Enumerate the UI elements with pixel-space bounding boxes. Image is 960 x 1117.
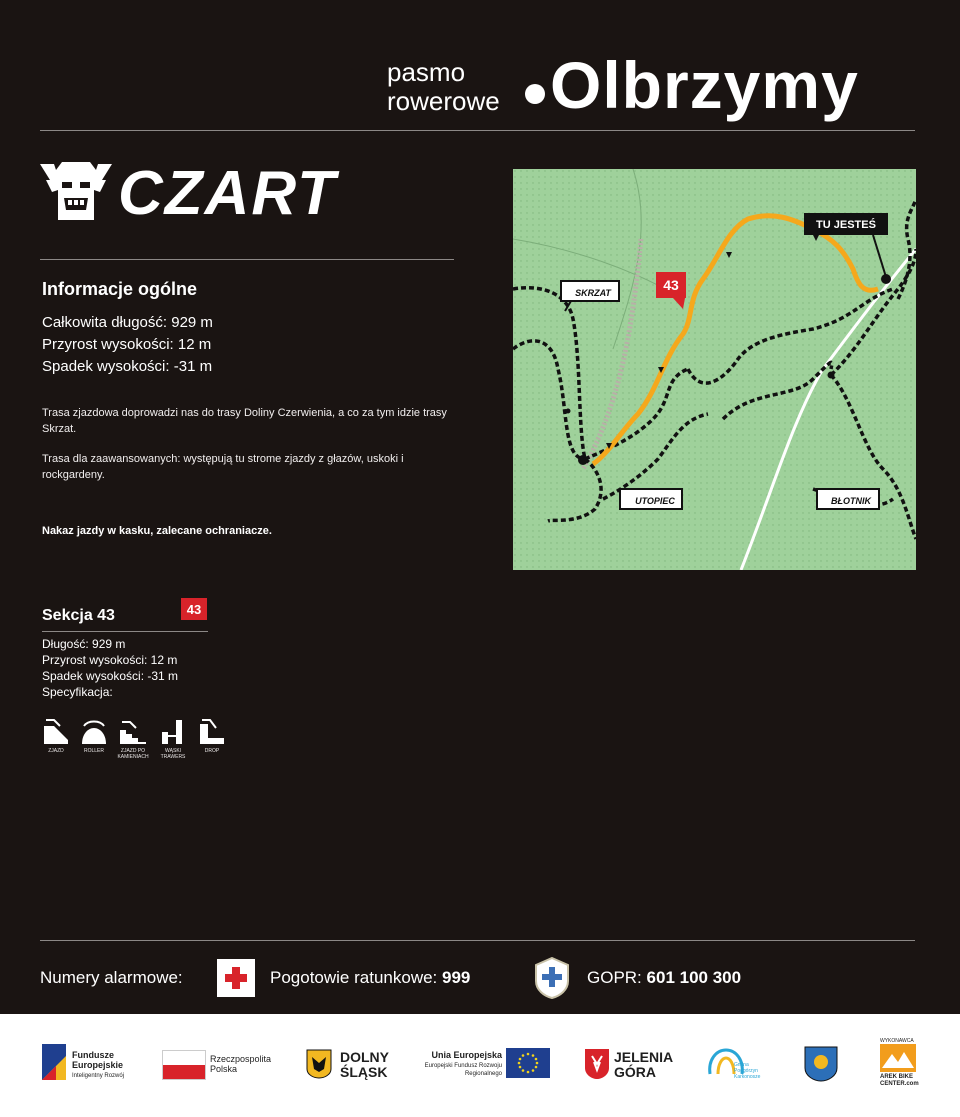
ambulance-info — [270, 968, 470, 988]
info-stats — [42, 312, 213, 378]
ds-title: DOLNY ŚLĄSK — [340, 1049, 389, 1080]
info-paragraph-1: Trasa zjazdowa doprowadzi nas do trasy Doliny Czerwienia, a co za tym idzie trasy Skrzat. — [42, 407, 447, 435]
fe-logo-icon — [42, 1044, 66, 1080]
gopr-number: 601 100 300 — [646, 968, 742, 987]
ambulance-label: Pogotowie ratunkowe: — [270, 968, 438, 987]
label-utopiec-text: UTOPIEC — [635, 496, 675, 506]
label-blotnik — [817, 489, 879, 509]
fe-title: Fundusze Europejskie — [72, 1050, 124, 1070]
spec-label-roller: ROLLER — [83, 748, 104, 754]
stat-ascent: Przyrost wysokości: 12 m — [42, 336, 212, 353]
section-length: Długość: 929 m — [42, 637, 126, 651]
spec-label-drop: DROP — [204, 748, 220, 754]
red-cross-icon — [217, 959, 255, 997]
arek-title: AREK BIKE CENTER.com — [880, 1074, 919, 1087]
gp-title: Gmina Podgórzyn Karkonosze — [734, 1062, 761, 1080]
brand-title: Olbrzymy — [550, 48, 859, 122]
label-utopiec — [620, 489, 682, 509]
section-spec-label: Specyfikacja: — [42, 685, 113, 699]
wyk-label: WYKONAWCA — [880, 1038, 914, 1044]
brand-dot — [525, 84, 545, 104]
label-skrzat-text: SKRZAT — [575, 288, 611, 298]
logo-divider — [40, 259, 454, 260]
section-badge: 43 — [181, 598, 207, 620]
ue-sub: Europejski Fundusz Rozwoju Regionalnego — [424, 1063, 502, 1077]
section-stats — [42, 636, 178, 700]
gopr-label: GOPR: — [587, 968, 642, 987]
stat-length: Całkowita długość: 929 m — [42, 314, 213, 331]
you-are-here-label: TU JESTEŚ — [816, 219, 876, 231]
gopr-emblem-icon — [534, 957, 570, 999]
alarm-label: Numery alarmowe: — [40, 968, 183, 987]
section-title: Sekcja 43 — [42, 607, 115, 624]
drop-slope-icon — [42, 718, 70, 744]
roller-icon — [80, 718, 108, 744]
ds-eagle-icon — [306, 1049, 332, 1079]
ambulance-number: 999 — [442, 968, 471, 987]
arek-mountain-icon — [880, 1044, 916, 1072]
narrow-traverse-icon — [160, 716, 186, 744]
info-paragraph-3: Nakaz jazdy w kasku, zalecane ochraniacze. — [42, 525, 272, 537]
alarm-divider — [40, 940, 915, 941]
gopr-info — [587, 968, 741, 988]
rock-steps-icon — [118, 718, 148, 744]
spec-label-trawers: WĄSKI TRAWERS — [160, 748, 186, 760]
section-divider — [42, 631, 208, 632]
trail-name: CZART — [118, 159, 337, 228]
polish-flag-icon — [162, 1050, 206, 1080]
stat-descent: Spadek wysokości: -31 m — [42, 358, 213, 375]
jg-title: JELENIA GÓRA — [614, 1049, 673, 1080]
jg-deer-icon — [584, 1048, 610, 1080]
section-descent: Spadek wysokości: -31 m — [42, 669, 179, 683]
brand-line1: pasmo — [387, 57, 466, 87]
rp-title: Rzeczpospolita Polska — [210, 1054, 272, 1074]
fe-sub: Inteligentny Rozwój — [72, 1073, 125, 1079]
label-blotnik-text: BŁOTNIK — [831, 496, 871, 506]
coat-of-arms-icon — [804, 1046, 838, 1082]
info-heading: Informacje ogólne — [42, 279, 198, 299]
route-badge-label: 43 — [663, 277, 679, 293]
brand-pasmo — [387, 58, 500, 116]
footer-logos — [0, 1014, 960, 1117]
goblin-mask-icon — [40, 160, 112, 224]
brand-line2: rowerowe — [387, 86, 500, 116]
header-divider — [40, 130, 915, 131]
drop-icon — [198, 718, 226, 744]
info-paragraph-2: Trasa dla zaawansowanych: występują tu strome zjazdy z głazów, uskoki i rockgardeny. — [42, 453, 404, 481]
spec-label-kamienie: ZJAZD PO KAMIENIACH — [117, 748, 149, 760]
trail-map — [513, 169, 916, 570]
section-ascent: Przyrost wysokości: 12 m — [42, 653, 178, 667]
spec-label-zjazd: ZJAZD — [48, 748, 64, 754]
ue-title: Unia Europejska — [431, 1050, 502, 1060]
eu-flag-icon — [506, 1048, 550, 1078]
